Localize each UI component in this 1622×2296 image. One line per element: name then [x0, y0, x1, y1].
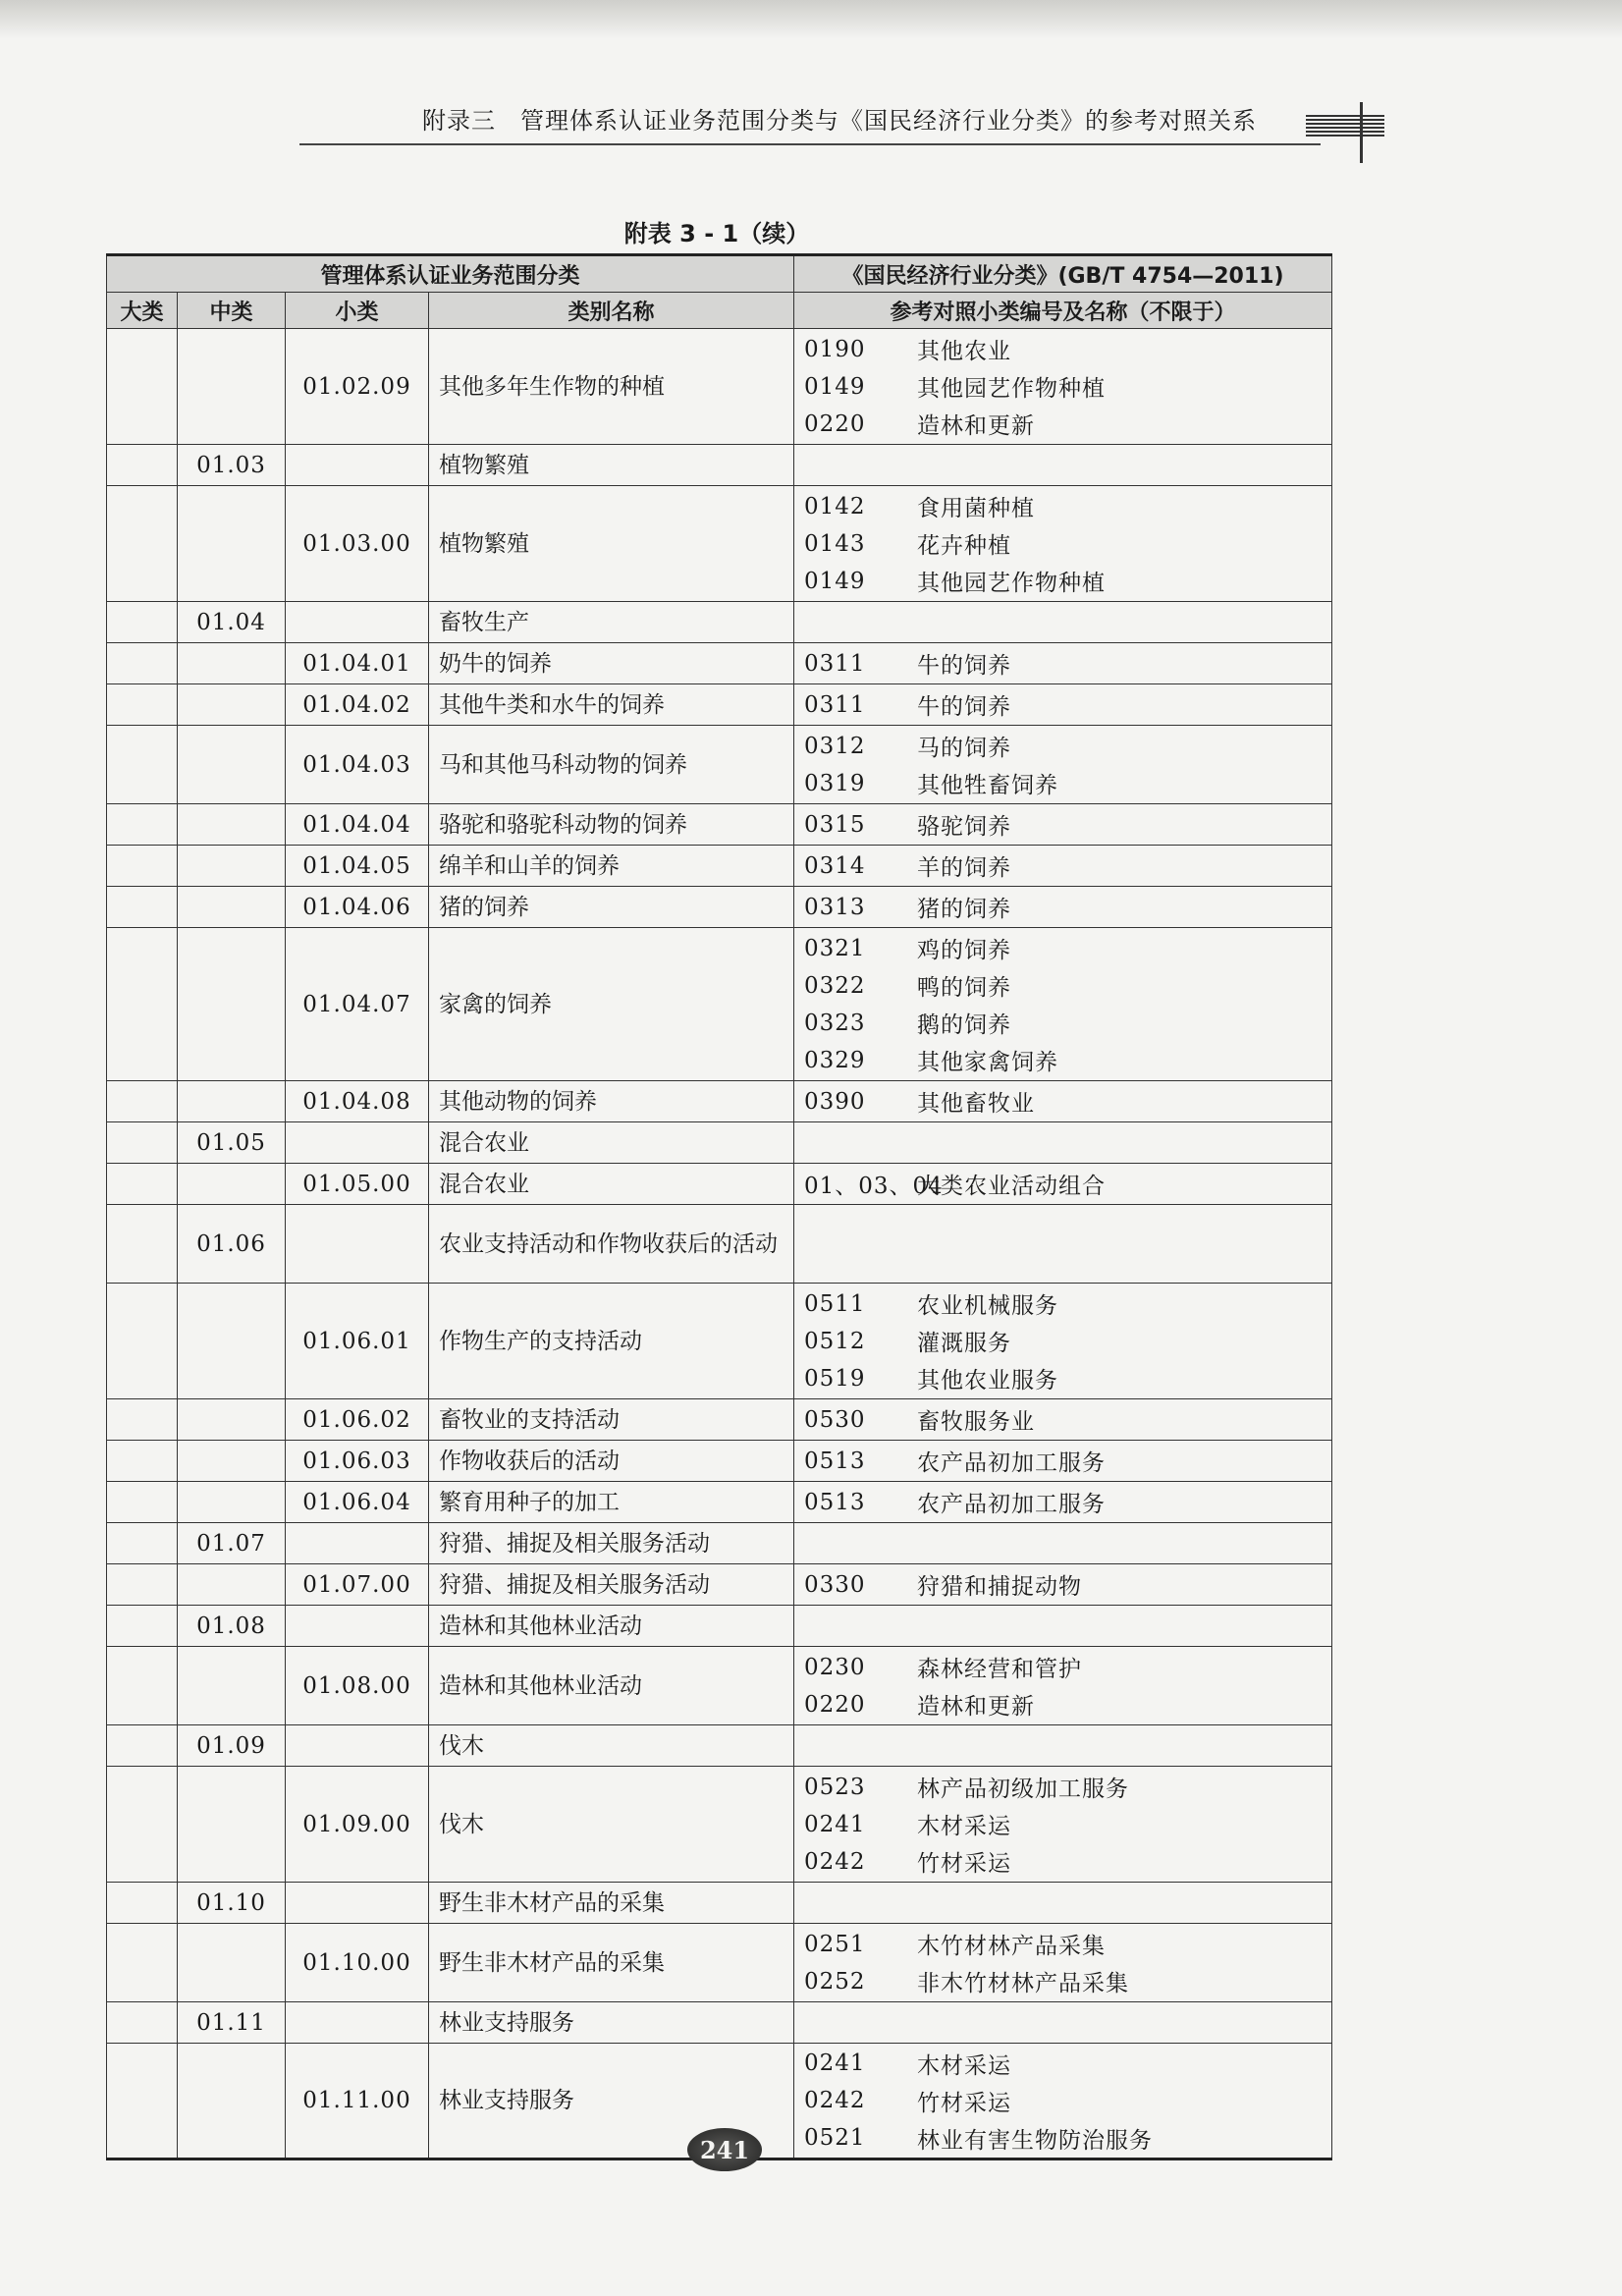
ref-code: 0312: [804, 733, 866, 759]
cell-major: [107, 1441, 178, 1482]
cell-name: 混合农业: [429, 1122, 794, 1164]
cell-name: 狩猎、捕捉及相关服务活动: [429, 1523, 794, 1564]
ref-entry: [804, 2045, 1322, 2082]
cell-name: 伐木: [429, 1725, 794, 1767]
cell-name: 马和其他马科动物的饲养: [429, 726, 794, 804]
cell-minor: 01.08.00: [286, 1647, 429, 1725]
cell-minor: 01.10.00: [286, 1924, 429, 2002]
ref-entry: [804, 1566, 1322, 1604]
ref-code: 0521: [804, 2125, 866, 2151]
cell-ref: [794, 1924, 1332, 2002]
cell-major: [107, 804, 178, 846]
table-row: [107, 1399, 1332, 1441]
cell-name: 狩猎、捕捉及相关服务活动: [429, 1564, 794, 1606]
cell-name: 绵羊和山羊的饲养: [429, 846, 794, 887]
cell-name: 畜牧业的支持活动: [429, 1399, 794, 1441]
ref-name: 林业有害生物防治服务: [917, 2127, 1153, 2154]
cell-ref: [794, 1284, 1332, 1399]
table-row: [107, 1883, 1332, 1924]
cell-mid: [178, 1284, 286, 1399]
col-header-major: 大类: [107, 293, 178, 329]
cell-minor: 01.05.00: [286, 1164, 429, 1205]
cell-name: 其他动物的饲养: [429, 1081, 794, 1122]
cell-mid: [178, 1924, 286, 2002]
cell-name: 奶牛的饲养: [429, 643, 794, 684]
cell-major: [107, 1284, 178, 1399]
ref-code: 0323: [804, 1010, 866, 1036]
cell-minor: [286, 2002, 429, 2044]
cell-minor: 01.06.03: [286, 1441, 429, 1482]
cell-ref: [794, 1883, 1332, 1924]
cell-mid: [178, 726, 286, 804]
ref-code: 0242: [804, 1848, 866, 1875]
cell-mid: [178, 643, 286, 684]
cell-mid: [178, 928, 286, 1081]
header-ornament-icon: [1306, 115, 1384, 137]
ref-name: 农产品初加工服务: [917, 1492, 1106, 1517]
cell-minor: 01.04.04: [286, 804, 429, 846]
cell-ref: [794, 1523, 1332, 1564]
ref-entry: [804, 645, 1322, 683]
ref-code: 0390: [804, 1088, 866, 1115]
table-row: [107, 887, 1332, 928]
cell-major: [107, 2002, 178, 2044]
cell-mid: [178, 486, 286, 602]
cell-major: [107, 1767, 178, 1883]
ref-name: 其他牲畜饲养: [917, 773, 1058, 798]
cell-ref: [794, 1564, 1332, 1606]
ref-name: 农产品初加工服务: [917, 1450, 1106, 1476]
ref-code: 0511: [804, 1290, 866, 1317]
ref-name: 木竹材林产品采集: [917, 1934, 1106, 1959]
ref-name: 其他园艺作物种植: [917, 376, 1106, 402]
cell-name: 植物繁殖: [429, 486, 794, 602]
cell-minor: 01.04.05: [286, 846, 429, 887]
ref-code: 0314: [804, 852, 866, 879]
cell-major: [107, 445, 178, 486]
cell-major: [107, 1725, 178, 1767]
ref-name: 狩猎和捕捉动物: [917, 1574, 1082, 1600]
cell-minor: 01.07.00: [286, 1564, 429, 1606]
cell-ref: [794, 1606, 1332, 1647]
cell-name: 植物繁殖: [429, 445, 794, 486]
table-row: [107, 602, 1332, 643]
ref-entry: [804, 2119, 1322, 2157]
cell-mid: 01.07: [178, 1523, 286, 1564]
cell-major: [107, 1164, 178, 1205]
ref-code: 0242: [804, 2088, 866, 2113]
ref-name: 鸭的饲养: [917, 975, 1011, 1001]
cell-major: [107, 928, 178, 1081]
cell-minor: [286, 602, 429, 643]
cell-ref: [794, 329, 1332, 445]
cell-mid: 01.11: [178, 2002, 286, 2044]
cell-minor: 01.11.00: [286, 2044, 429, 2159]
ref-entry: [804, 525, 1322, 563]
ref-code: 0322: [804, 972, 866, 999]
cell-mid: [178, 1564, 286, 1606]
table-row: [107, 643, 1332, 684]
cell-minor: [286, 1606, 429, 1647]
cell-ref: [794, 1767, 1332, 1883]
table-row: [107, 1606, 1332, 1647]
page-number: 241: [687, 2128, 762, 2171]
cell-mid: [178, 1482, 286, 1523]
cell-ref: [794, 1122, 1332, 1164]
cell-name: 伐木: [429, 1767, 794, 1883]
ref-entry: [804, 1484, 1322, 1521]
table-row: [107, 1924, 1332, 2002]
ref-code: 0220: [804, 1691, 866, 1718]
cell-mid: [178, 1441, 286, 1482]
table-group-header: [107, 255, 1332, 293]
cell-ref: [794, 1482, 1332, 1523]
ref-code: 0315: [804, 811, 866, 838]
header-rule: [299, 143, 1321, 145]
cell-major: [107, 1924, 178, 2002]
ref-name: 林产品初级加工服务: [917, 1777, 1129, 1802]
cell-major: [107, 726, 178, 804]
ref-name: 大类农业活动组合: [917, 1174, 1106, 1199]
cell-minor: [286, 1205, 429, 1284]
table-row: [107, 726, 1332, 804]
cell-ref: [794, 846, 1332, 887]
table-row: [107, 1205, 1332, 1284]
cell-major: [107, 486, 178, 602]
table-row: [107, 1767, 1332, 1883]
cell-name: 骆驼和骆驼科动物的饲养: [429, 804, 794, 846]
ref-code: 0523: [804, 1774, 866, 1800]
ref-code: 0513: [804, 1489, 866, 1515]
header-ornament-tick: [1360, 102, 1363, 163]
ref-entry: [804, 563, 1322, 600]
cell-minor: 01.03.00: [286, 486, 429, 602]
ref-entry: [804, 1401, 1322, 1439]
cell-ref: [794, 726, 1332, 804]
ref-code: 0311: [804, 691, 866, 718]
ref-name: 马的饲养: [917, 736, 1011, 761]
cell-major: [107, 2044, 178, 2159]
ref-entry: [804, 847, 1322, 885]
page-edge-shadow: [0, 0, 1622, 39]
cell-name: 混合农业: [429, 1164, 794, 1205]
ref-code: 0319: [804, 770, 866, 796]
cell-major: [107, 684, 178, 726]
cell-mid: [178, 887, 286, 928]
cell-minor: [286, 1122, 429, 1164]
group-header-right: 《国民经济行业分类》(GB/T 4754—2011): [794, 255, 1332, 293]
table-body: [107, 329, 1332, 2159]
cell-ref: [794, 1205, 1332, 1284]
cell-ref: [794, 684, 1332, 726]
ref-code: 0143: [804, 530, 866, 557]
ref-code: 0149: [804, 373, 866, 400]
ref-name: 其他园艺作物种植: [917, 571, 1106, 596]
cell-name: 家禽的饲养: [429, 928, 794, 1081]
ref-entry: [804, 1806, 1322, 1843]
cell-minor: 01.06.04: [286, 1482, 429, 1523]
cell-minor: [286, 1523, 429, 1564]
cell-mid: 01.08: [178, 1606, 286, 1647]
ref-name: 鸡的饲养: [917, 938, 1011, 963]
cell-major: [107, 1482, 178, 1523]
cell-ref: [794, 1725, 1332, 1767]
cell-major: [107, 643, 178, 684]
ref-name: 灌溉服务: [917, 1331, 1011, 1356]
ref-name: 牛的饲养: [917, 653, 1011, 679]
ref-code: 0330: [804, 1571, 866, 1598]
ref-entry: [804, 1686, 1322, 1723]
group-header-left: 管理体系认证业务范围分类: [107, 255, 794, 293]
cell-name: 作物生产的支持活动: [429, 1284, 794, 1399]
ref-name: 猪的饲养: [917, 897, 1011, 922]
cell-ref: [794, 1164, 1332, 1205]
ref-entry: [804, 1926, 1322, 1963]
cell-mid: [178, 804, 286, 846]
ref-entry: [804, 1963, 1322, 2000]
cell-major: [107, 602, 178, 643]
cell-major: [107, 887, 178, 928]
cell-mid: 01.09: [178, 1725, 286, 1767]
ref-code: 0190: [804, 336, 866, 362]
ref-code: 0519: [804, 1365, 866, 1392]
table-row: [107, 1164, 1332, 1205]
cell-ref: [794, 1399, 1332, 1441]
table-row: [107, 928, 1332, 1081]
table-row: [107, 1523, 1332, 1564]
table-column-header: [107, 293, 1332, 329]
ref-entry: [804, 889, 1322, 926]
cell-ref: [794, 1441, 1332, 1482]
cell-minor: 01.06.02: [286, 1399, 429, 1441]
ref-code: 01、03、04: [804, 1174, 944, 1199]
cell-mid: [178, 1767, 286, 1883]
table-row: [107, 1122, 1332, 1164]
cell-mid: [178, 846, 286, 887]
col-header-minor: 小类: [286, 293, 429, 329]
cell-minor: [286, 1725, 429, 1767]
ref-entry: [804, 1769, 1322, 1806]
cell-ref: [794, 643, 1332, 684]
ref-name: 骆驼饲养: [917, 814, 1011, 840]
cell-mid: [178, 1647, 286, 1725]
ref-name: 其他农业服务: [917, 1368, 1058, 1394]
ref-entry: [804, 1166, 1322, 1203]
ref-name: 花卉种植: [917, 533, 1011, 559]
cell-ref: [794, 602, 1332, 643]
cell-mid: [178, 1399, 286, 1441]
table-row: [107, 684, 1332, 726]
table-row: [107, 1081, 1332, 1122]
ref-entry: [804, 765, 1322, 802]
cell-minor: 01.06.01: [286, 1284, 429, 1399]
ref-name: 食用菌种植: [917, 496, 1035, 521]
cell-mid: [178, 329, 286, 445]
ref-code: 0241: [804, 2050, 866, 2076]
cell-name: 野生非木材产品的采集: [429, 1883, 794, 1924]
ref-name: 造林和更新: [917, 413, 1035, 439]
cell-mid: 01.06: [178, 1205, 286, 1284]
cell-ref: [794, 1081, 1332, 1122]
ref-name: 木材采运: [917, 2052, 1011, 2079]
cell-minor: 01.04.02: [286, 684, 429, 726]
ref-entry: [804, 806, 1322, 844]
col-header-name: 类别名称: [429, 293, 794, 329]
ref-code: 0251: [804, 1931, 866, 1957]
cell-minor: 01.09.00: [286, 1767, 429, 1883]
cell-mid: [178, 1164, 286, 1205]
ref-name: 农业机械服务: [917, 1293, 1058, 1319]
cell-name: 林业支持服务: [429, 2044, 794, 2159]
cell-name: 造林和其他林业活动: [429, 1606, 794, 1647]
table-row: [107, 486, 1332, 602]
cell-name: 猪的饲养: [429, 887, 794, 928]
cell-ref: [794, 486, 1332, 602]
ref-entry: [804, 728, 1322, 765]
table-row: [107, 846, 1332, 887]
cell-mid: 01.04: [178, 602, 286, 643]
ref-code: 0313: [804, 894, 866, 920]
cell-ref: [794, 445, 1332, 486]
ref-entry: [804, 2082, 1322, 2119]
ref-name: 森林经营和管护: [917, 1657, 1082, 1682]
cell-major: [107, 846, 178, 887]
ref-name: 牛的饲养: [917, 694, 1011, 720]
cell-minor: [286, 1883, 429, 1924]
cell-name: 林业支持服务: [429, 2002, 794, 2044]
table-row: [107, 1284, 1332, 1399]
ref-name: 其他畜牧业: [917, 1091, 1035, 1117]
cell-mid: 01.03: [178, 445, 286, 486]
ref-entry: [804, 368, 1322, 406]
ref-name: 畜牧服务业: [917, 1409, 1035, 1435]
ref-code: 0220: [804, 410, 866, 437]
cell-mid: [178, 684, 286, 726]
table-row: [107, 445, 1332, 486]
cell-ref: [794, 2002, 1332, 2044]
ref-entry: [804, 686, 1322, 724]
cell-minor: 01.04.03: [286, 726, 429, 804]
ref-name: 羊的饲养: [917, 855, 1011, 881]
cell-name: 繁育用种子的加工: [429, 1482, 794, 1523]
cell-major: [107, 1122, 178, 1164]
ref-entry: [804, 406, 1322, 443]
cell-major: [107, 1883, 178, 1924]
col-header-mid: 中类: [178, 293, 286, 329]
table-row: [107, 2002, 1332, 2044]
cell-name: 作物收获后的活动: [429, 1441, 794, 1482]
col-header-ref: 参考对照小类编号及名称（不限于）: [794, 293, 1332, 329]
cell-mid: [178, 2044, 286, 2159]
cell-minor: 01.04.07: [286, 928, 429, 1081]
ref-code: 0321: [804, 935, 866, 961]
cell-major: [107, 1523, 178, 1564]
cell-major: [107, 1081, 178, 1122]
cell-name: 其他牛类和水牛的饲养: [429, 684, 794, 726]
ref-entry: [804, 1042, 1322, 1079]
cell-ref: [794, 2044, 1332, 2159]
ref-code: 0142: [804, 493, 866, 519]
ref-code: 0241: [804, 1811, 866, 1837]
cell-ref: [794, 1647, 1332, 1725]
ref-entry: [804, 967, 1322, 1005]
table-row: [107, 1647, 1332, 1725]
ref-entry: [804, 1285, 1322, 1323]
ref-entry: [804, 331, 1322, 368]
ref-entry: [804, 1649, 1322, 1686]
table-title: 附表 3 - 1（续）: [623, 220, 810, 247]
cell-minor: [286, 445, 429, 486]
cell-minor: 01.04.06: [286, 887, 429, 928]
table-row: [107, 804, 1332, 846]
table-row: [107, 329, 1332, 445]
cell-ref: [794, 928, 1332, 1081]
ref-name: 其他农业: [917, 339, 1011, 364]
ref-name: 造林和更新: [917, 1694, 1035, 1720]
ref-entry: [804, 1323, 1322, 1360]
cell-mid: [178, 1081, 286, 1122]
cell-major: [107, 329, 178, 445]
cell-ref: [794, 887, 1332, 928]
ref-entry: [804, 930, 1322, 967]
classification-table: [106, 253, 1332, 2160]
cell-minor: 01.02.09: [286, 329, 429, 445]
ref-code: 0252: [804, 1968, 866, 1995]
table-row: [107, 1482, 1332, 1523]
ref-entry: [804, 1083, 1322, 1121]
table-row: [107, 1564, 1332, 1606]
ref-entry: [804, 1005, 1322, 1042]
cell-major: [107, 1399, 178, 1441]
cell-major: [107, 1606, 178, 1647]
cell-name: 野生非木材产品的采集: [429, 1924, 794, 2002]
ref-entry: [804, 1360, 1322, 1397]
cell-name: 其他多年生作物的种植: [429, 329, 794, 445]
table-row: [107, 1441, 1332, 1482]
ref-entry: [804, 1443, 1322, 1480]
cell-minor: 01.04.08: [286, 1081, 429, 1122]
ref-code: 0311: [804, 650, 866, 677]
ref-code: 0149: [804, 568, 866, 594]
cell-name: 农业支持活动和作物收获后的活动: [429, 1205, 794, 1284]
cell-major: [107, 1205, 178, 1284]
ref-code: 0230: [804, 1654, 866, 1680]
cell-mid: 01.10: [178, 1883, 286, 1924]
cell-name: 造林和其他林业活动: [429, 1647, 794, 1725]
ref-name: 其他家禽饲养: [917, 1050, 1058, 1075]
cell-major: [107, 1647, 178, 1725]
cell-minor: 01.04.01: [286, 643, 429, 684]
ref-code: 0329: [804, 1047, 866, 1073]
ref-name: 非木竹材林产品采集: [917, 1971, 1129, 1996]
ref-name: 鹅的饲养: [917, 1012, 1011, 1038]
ref-code: 0530: [804, 1406, 866, 1433]
ref-name: 竹材采运: [917, 1851, 1011, 1877]
ref-name: 木材采运: [917, 1814, 1011, 1839]
running-header: 附录三 管理体系认证业务范围分类与《国民经济行业分类》的参考对照关系: [422, 107, 1257, 135]
ref-code: 0512: [804, 1328, 866, 1354]
ref-entry: [804, 488, 1322, 525]
table-row: [107, 1725, 1332, 1767]
ref-entry: [804, 1843, 1322, 1881]
ref-name: 竹材采运: [917, 2090, 1011, 2116]
cell-ref: [794, 804, 1332, 846]
cell-major: [107, 1564, 178, 1606]
cell-mid: 01.05: [178, 1122, 286, 1164]
cell-name: 畜牧生产: [429, 602, 794, 643]
ref-code: 0513: [804, 1448, 866, 1474]
